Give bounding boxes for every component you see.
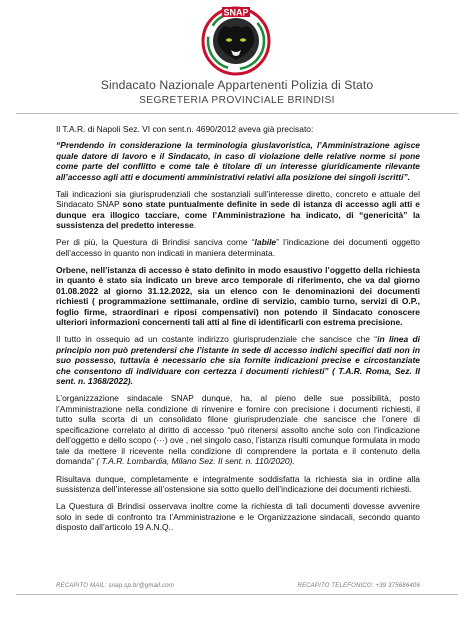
logo-text: SNAP: [223, 7, 249, 18]
paragraph-interest: Tali indicazioni sia giurisprudenziali che sostanziali sull’interesse diretto, concreto e attuale del Sindacato SNAP sono state puntualmente definite in sede di istanza di accesso agli atti e dunque era illogico tacciare, come l’Amministrazione ha indicato, di “genericità” la sussistenza del predetto interesse.: [56, 188, 420, 231]
footer-divider: [16, 594, 458, 595]
snap-logo: [188, 6, 284, 76]
paragraph-jurisprudence: Il tutto in ossequio ad un costante indirizzo giurisprudenziale che sancisce che “in linea di principio non può pretendersi che l’istante in sede di accesso indichi specifici dati non in suo possesso, tuttavia è necessario che sia fornite indicazioni precise e circostanziate che consentono di individuare con certezza i documenti richiesti” ( T.A.R. Roma, Sez. II sent. n. 1368/2022).: [56, 334, 420, 387]
paragraph-organization: L’organizzazione sindacale SNAP dunque, ha, al pieno delle sue possibilità, posto l’Amministrazione nella condizione di rinvenire e fornire con precisione i documenti richiesti, il tutto sulla scorta di un consolidato filone giurisprudenziale che sancisce che l’onere di specificazione correlato al diritto di accesso “può ritenersi assolto anche solo con l’indicazione dell’oggetto e dello scopo (···) ove , nel singolo caso, l’istanza risulti comunque formulata in modo tale da mettere il ricevente nella condizione di comprendere la portata e il contenuto della domanda” ( T.A.R. Lombardia, Milano Sez. II sent. n. 110/2020).: [56, 393, 420, 467]
footer-email: RECAPITO MAIL: snap.sp.br@gmail.com: [56, 583, 175, 589]
organization-subtitle: SEGRETERIA PROVINCIALE BRINDISI: [139, 95, 335, 106]
letter-body: [56, 124, 420, 539]
footer-phone: RECAPITO TELEFONICO: +39 375686406: [297, 583, 420, 589]
panther-emblem-icon: [188, 6, 284, 76]
paragraph-intro: Il T.A.R. di Napoli Sez. VI con sent.n. 4690/2012 aveva già precisato:: [56, 124, 314, 134]
paragraph-satisfied: Risultava dunque, completamente e integralmente soddisfatta la richiesta sia in ordine alla sussistenza dell’interesse all’ostensione sia sotto quello dell’indicazione dei documenti richiesti.: [56, 473, 420, 495]
paragraph-questura: La Questura di Brindisi osservava inoltre come la richiesta di tali documenti dovesse avvenire solo in sede di confronto tra l’Amministrazione e le Organizzazione sindacali, secondo quanto disposto dall’articolo 19 A.N.Q..: [56, 501, 420, 533]
paragraph-labile: Per di più, la Questura di Brindisi sanciva come “labile” l’indicazione dei documenti oggetto dell’accesso in quanto non indicati in maniera determinata.: [56, 237, 420, 258]
paragraph-quote-tar-napoli: “Prendendo in considerazione la terminologia giuslavoristica, l’Amministrazione agisce quale datore di lavoro e il Sindacato, in caso di violazione delle relative norme si pone come parte del conflitto e come tale è titolare di un interesse giuridicamente rilevante all’accesso agli atti e documenti amministrativi relativi alla posizione dei singoli iscritti”.: [56, 140, 420, 182]
organization-name: Sindacato Nazionale Appartenenti Polizia di Stato: [100, 78, 374, 92]
header-divider: [16, 113, 458, 114]
paragraph-orbene: Orbene, nell’istanza di accesso è stato definito in modo esaustivo l’oggetto della richiesta in quanto è stato sia indicato un breve arco temporale di riferimento, che va dal giorno 01.08.2022 al giorno 31.12.2022, sia un elenco con le denominazioni dei documenti richiesti ( programmazione settimanale, ordine di servizio, cambio turno, servizi di O.P., foglio firme, straordinari e riposi compensativi) non potendo il Sindacato conoscere ulteriori informazioni concernenti tali atti al fine di identificarli con estrema precisione.: [56, 264, 420, 328]
